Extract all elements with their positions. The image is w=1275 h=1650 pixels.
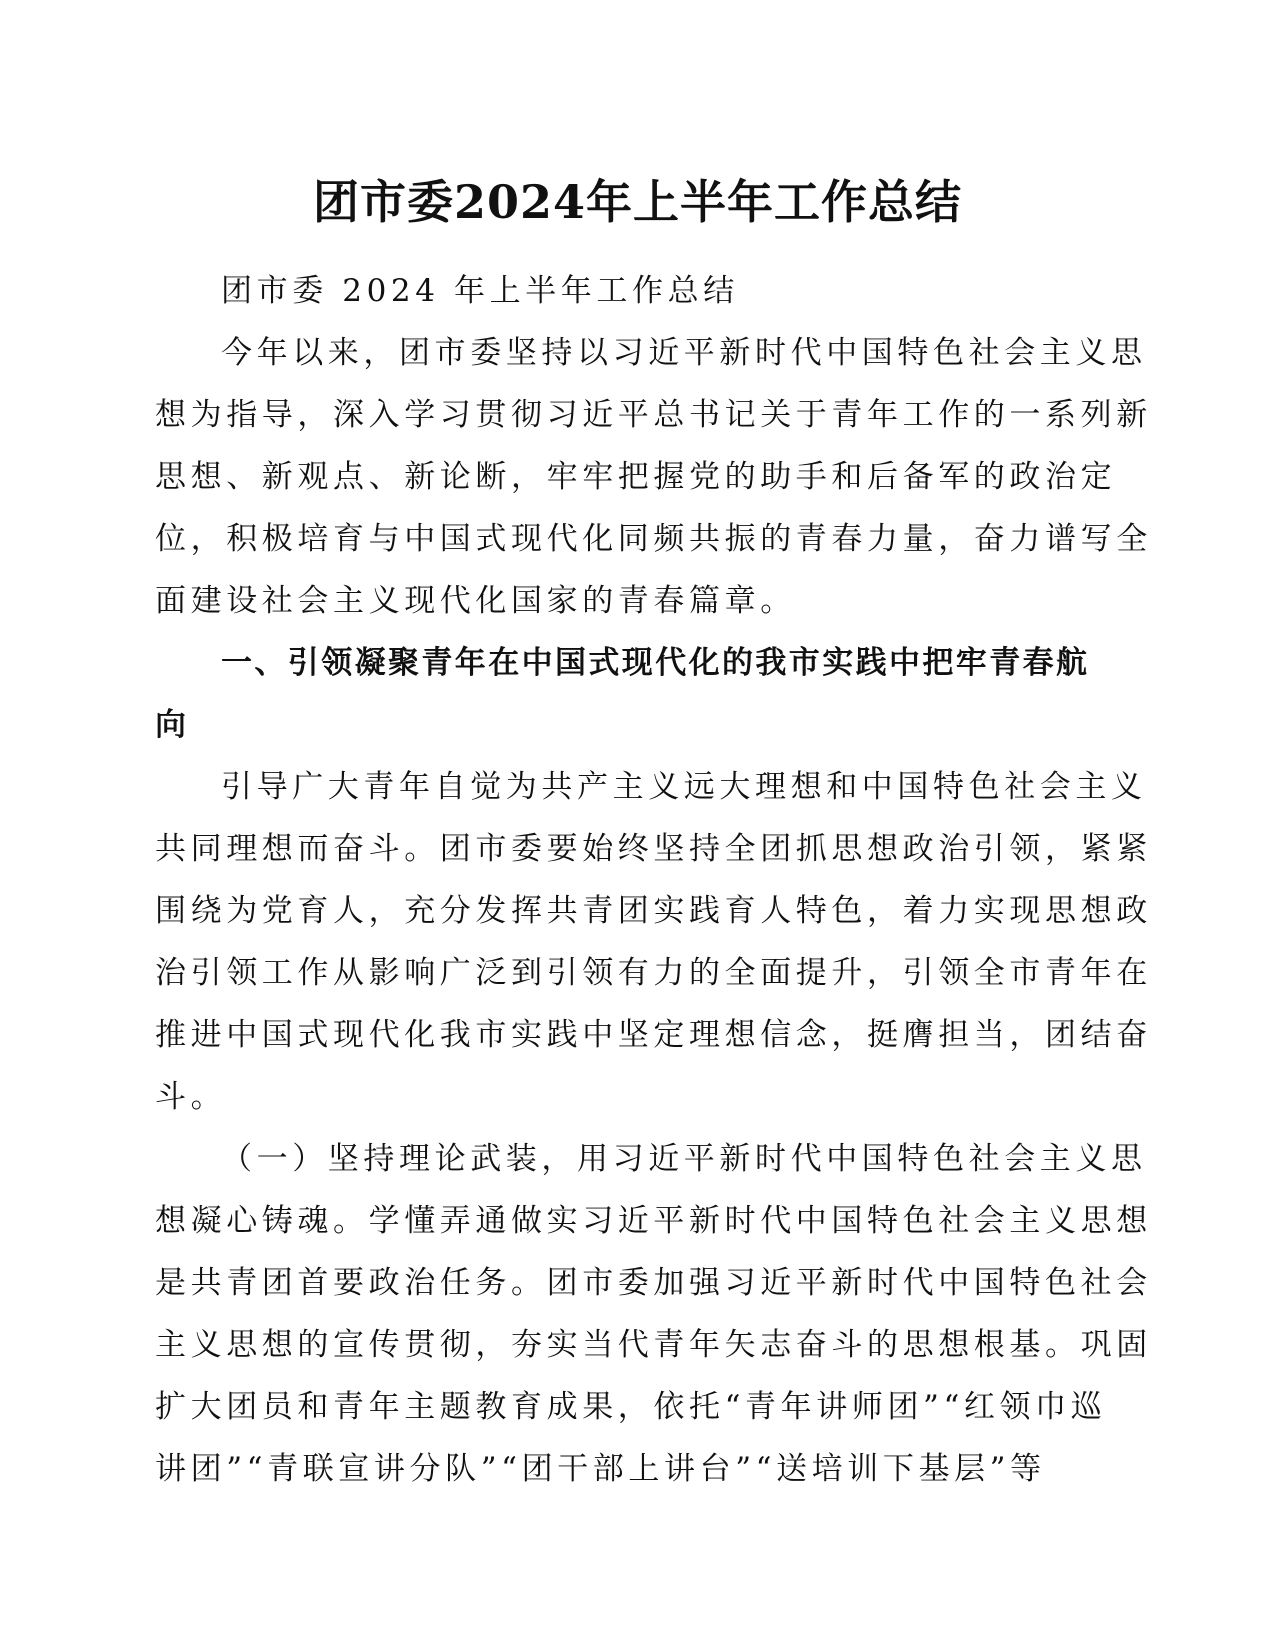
paragraph-line: 引导广大青年自觉为共产主义远大理想和中国特色社会主义 (221, 769, 1147, 805)
paragraph-line: 扩大团员和青年主题教育成果，依托“青年讲师团”“红领巾巡 (155, 1389, 1107, 1425)
paragraph-line: 是共青团首要政治任务。团市委加强习近平新时代中国特色社会 (155, 1265, 1152, 1301)
section-heading-line: 一、引领凝聚青年在中国式现代化的我市实践中把牢青春航 (221, 645, 1090, 681)
subsection-lead-line: （一）坚持理论武装，用习近平新时代中国特色社会主义思 (221, 1141, 1147, 1177)
paragraph-line: 治引领工作从影响广泛到引领有力的全面提升，引领全市青年在 (155, 955, 1152, 991)
document-body (155, 260, 1152, 1500)
paragraph-intro-line: 今年以来，团市委坚持以习近平新时代中国特色社会主义思 (221, 335, 1147, 371)
document-title: 团市委2024年上半年工作总结 (312, 175, 963, 229)
paragraph-line: 想凝心铸魂。学懂弄通做实习近平新时代中国特色社会主义思想 (155, 1203, 1152, 1239)
paragraph-line: 推进中国式现代化我市实践中坚定理想信念，挺膺担当，团结奋 (155, 1017, 1152, 1053)
paragraph-subtitle-line: 团市委 2024 年上半年工作总结 (221, 273, 739, 309)
paragraph-line: 斗。 (155, 1079, 227, 1115)
paragraph-line: 主义思想的宣传贯彻，夯实当代青年矢志奋斗的思想根基。巩固 (155, 1327, 1152, 1363)
paragraph-intro-line: 位，积极培育与中国式现代化同频共振的青春力量，奋力谱写全 (155, 521, 1152, 557)
paragraph-intro-line: 想为指导，深入学习贯彻习近平总书记关于青年工作的一系列新 (155, 397, 1152, 433)
paragraph-intro-line: 思想、新观点、新论断，牢牢把握党的助手和后备军的政治定 (155, 459, 1117, 495)
paragraph-line: 讲团”“青联宣讲分队”“团干部上讲台”“送培训下基层”等 (155, 1451, 1046, 1487)
paragraph-line: 共同理想而奋斗。团市委要始终坚持全团抓思想政治引领，紧紧 (155, 831, 1152, 867)
paragraph-intro-line: 面建设社会主义现代化国家的青春篇章。 (155, 583, 796, 619)
section-heading-line: 向 (155, 707, 189, 743)
paragraph-line: 围绕为党育人，充分发挥共青团实践育人特色，着力实现思想政 (155, 893, 1152, 929)
